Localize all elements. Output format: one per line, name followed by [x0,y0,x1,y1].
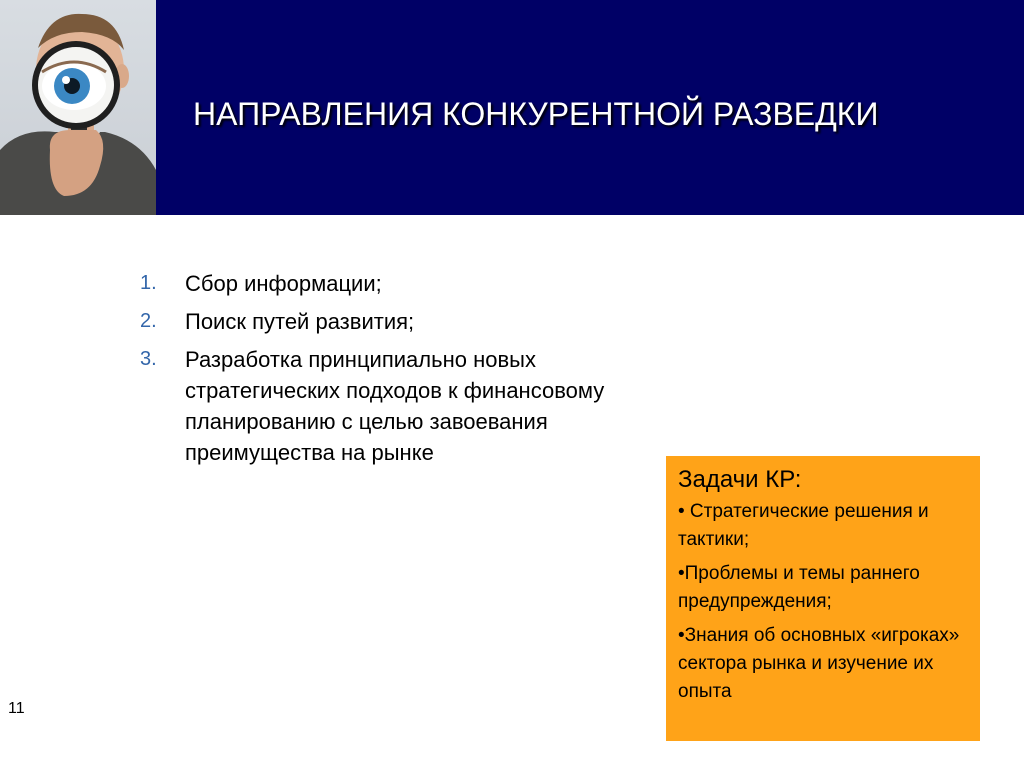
tasks-item: •Проблемы и темы раннего предупреждения; [678,563,920,612]
magnifier-person-illustration [0,0,156,215]
tasks-title: Задачи КР: [678,466,802,493]
list-item-text: Разработка принципиально новых стратегических подходов к финансовому планированию с целью завоевания преимущества на рынке [185,347,605,465]
page-number: 11 [8,700,25,717]
header-banner [0,0,1024,215]
list-item-number: 3. [140,348,157,370]
list-item [140,344,660,468]
slide-title: НАПРАВЛЕНИЯ КОНКУРЕНТНОЙ РАЗВЕДКИ [193,96,879,132]
list-item-number: 1. [140,272,157,294]
tasks-item: • Стратегические решения и тактики; [678,501,929,550]
list-item-text: Поиск путей развития; [185,309,415,334]
tasks-box [666,456,980,741]
list-item-number: 2. [140,310,157,332]
magnifier-photo [0,0,156,215]
tasks-item: •Знания об основных «игроках» сектора рынка и изучение их опыта [678,625,960,702]
list-item-text: Сбор информации; [185,271,382,296]
directions-list [140,268,660,475]
list-item [140,268,660,299]
list-item [140,306,660,337]
